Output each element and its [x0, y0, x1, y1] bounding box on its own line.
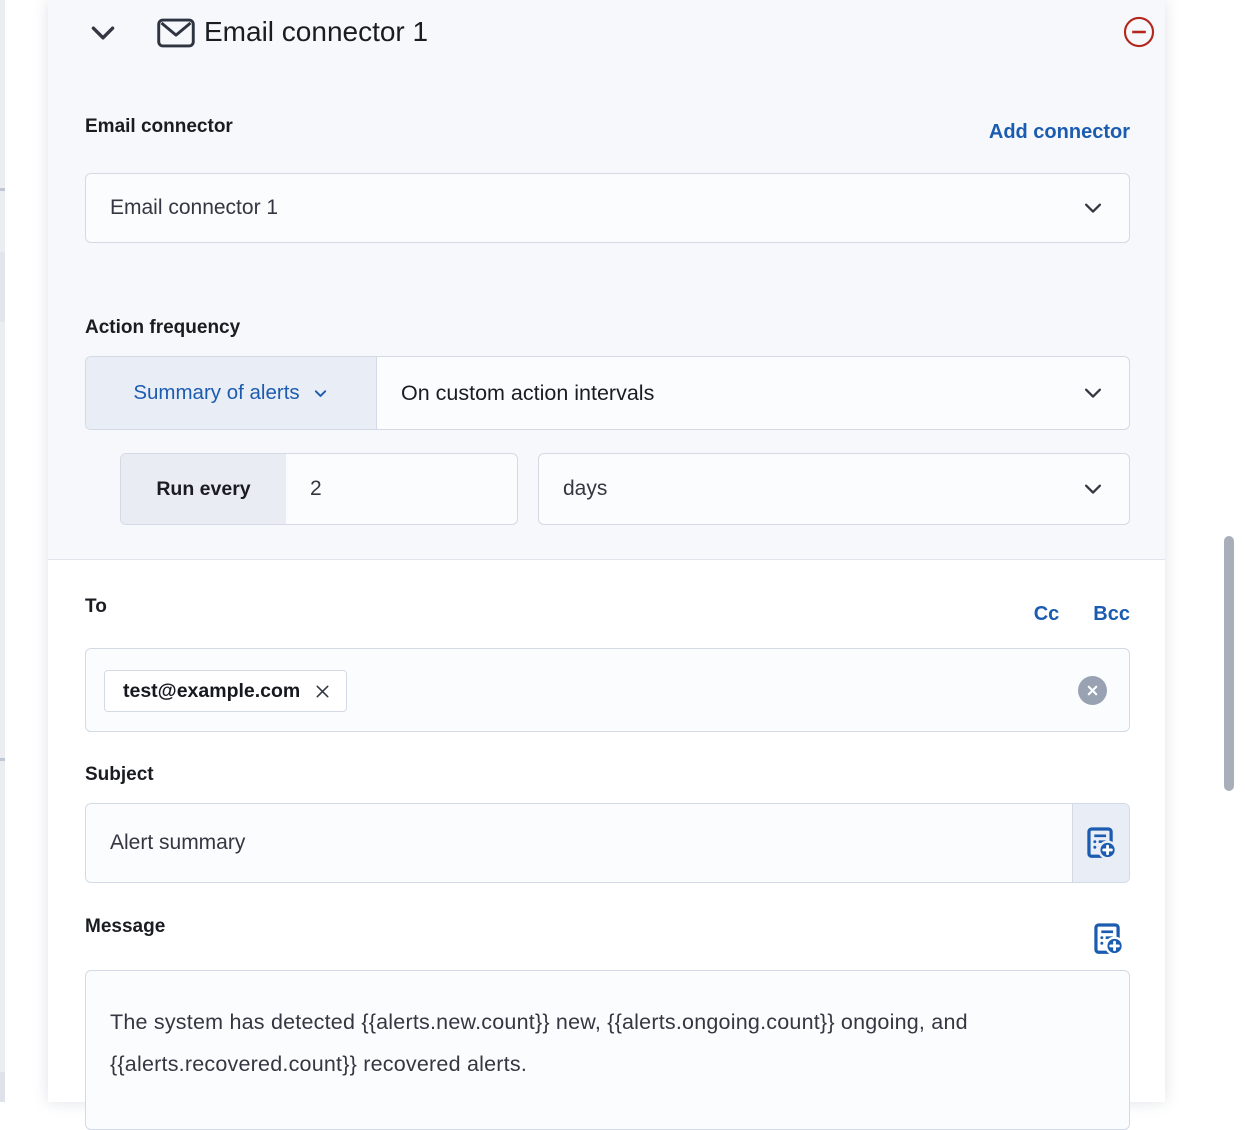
- interval-unit-value: days: [563, 477, 608, 500]
- action-title: Email connector 1: [204, 16, 429, 47]
- background-divider: [0, 758, 5, 761]
- chevron-down-icon: [87, 17, 119, 49]
- background-row: [0, 252, 5, 322]
- summary-of-alerts-button[interactable]: [86, 357, 377, 429]
- connector-select[interactable]: [85, 173, 1130, 243]
- to-combobox[interactable]: [85, 648, 1130, 732]
- run-every-label: Run every: [121, 454, 286, 524]
- remove-recipient-button[interactable]: [313, 682, 332, 701]
- envelope-icon: [155, 14, 197, 52]
- chevron-down-icon: [312, 385, 329, 402]
- background-divider: [0, 188, 5, 191]
- subject-input[interactable]: [86, 804, 1072, 882]
- email-action-panel: [48, 0, 1165, 1102]
- message-textarea[interactable]: [85, 970, 1130, 1130]
- connector-select-value: Email connector 1: [110, 196, 279, 219]
- background-page-edge: [0, 0, 5, 1102]
- chevron-down-icon: [1081, 381, 1105, 405]
- remove-action-button[interactable]: [1122, 15, 1156, 49]
- interval-type-value: On custom action intervals: [401, 380, 655, 405]
- recipient-chip-label: test@example.com: [123, 679, 301, 702]
- subject-add-variable-button[interactable]: [1072, 804, 1129, 882]
- message-add-variable-button[interactable]: [1092, 921, 1124, 956]
- collapse-accordion-button[interactable]: [86, 16, 120, 50]
- to-label: To: [85, 596, 107, 617]
- cc-bcc-links: [1034, 603, 1130, 626]
- action-frequency-label: Action frequency: [85, 317, 241, 338]
- add-variable-icon: [1093, 922, 1124, 956]
- add-connector-link[interactable]: Add connector: [988, 121, 1130, 143]
- interval-type-select[interactable]: [377, 357, 1129, 429]
- clear-recipients-button[interactable]: [1078, 676, 1107, 705]
- run-every-input[interactable]: [286, 454, 517, 524]
- email-connector-label: Email connector: [85, 116, 233, 137]
- add-variable-icon: [1086, 826, 1117, 860]
- subject-label: Subject: [85, 764, 154, 785]
- run-every-group: [120, 453, 518, 525]
- bcc-link[interactable]: Bcc: [1093, 603, 1130, 625]
- chevron-down-icon: [1081, 477, 1105, 501]
- message-label: Message: [85, 916, 166, 937]
- subject-field: [85, 803, 1130, 883]
- cc-link[interactable]: Cc: [1033, 603, 1060, 625]
- close-icon: [313, 682, 332, 701]
- minus-circle-icon: [1122, 15, 1156, 49]
- summary-of-alerts-label: Summary of alerts: [133, 381, 300, 404]
- recipient-chip: [104, 670, 347, 712]
- interval-unit-select[interactable]: [538, 453, 1130, 525]
- action-frequency-control: [85, 356, 1130, 430]
- close-icon: [1086, 684, 1099, 697]
- background-row: [0, 1072, 5, 1102]
- chevron-down-icon: [1081, 196, 1105, 220]
- vertical-scrollbar-thumb[interactable]: [1224, 536, 1234, 791]
